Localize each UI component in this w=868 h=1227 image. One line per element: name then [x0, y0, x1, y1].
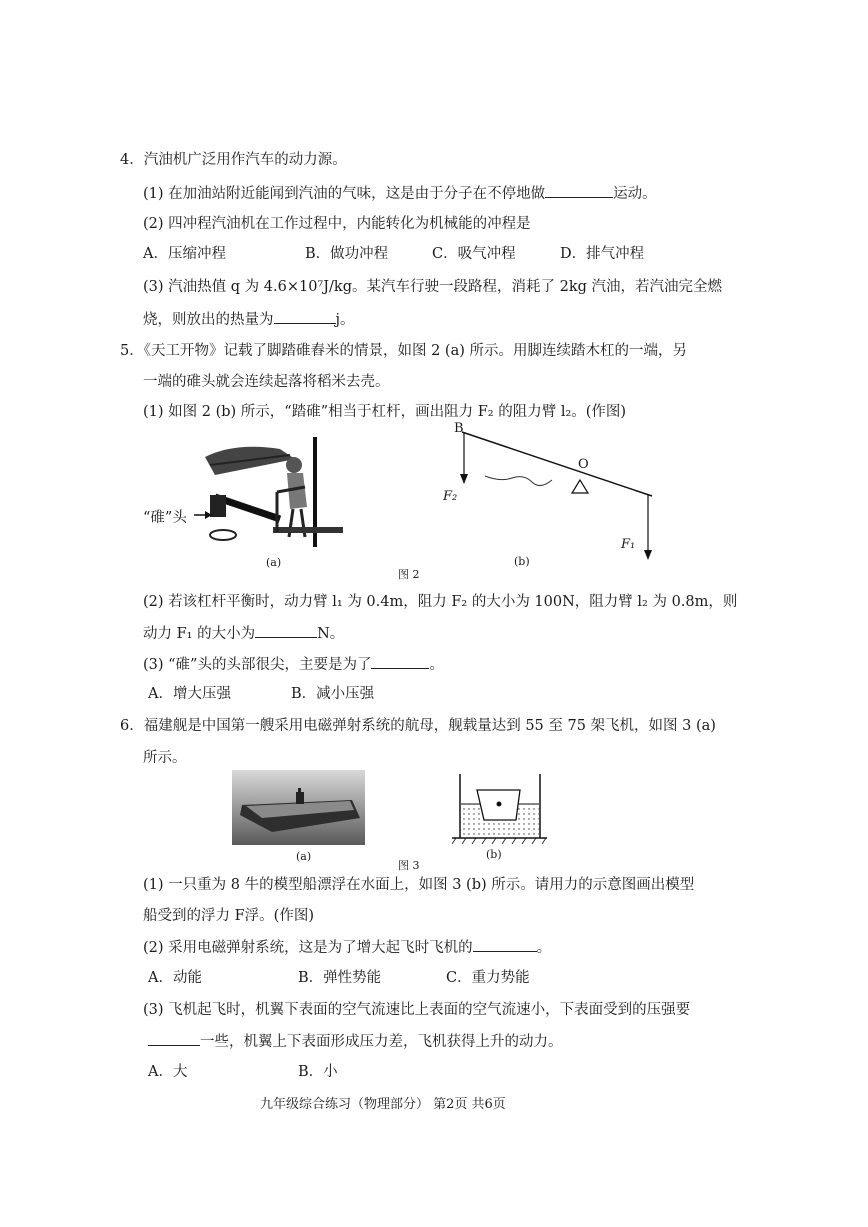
- fig2b-caption: (b): [514, 555, 530, 568]
- fig2-title: 图 2: [398, 568, 420, 581]
- fig3a-caption: (a): [296, 850, 312, 863]
- q6-title-line2: 所示。: [143, 750, 187, 766]
- q6-part3-option-a[interactable]: A．大: [148, 1064, 188, 1080]
- q6-part1-line2: 船受到的浮力 F浮。(作图): [143, 908, 314, 924]
- q5-part3-text: (3) “碓”头的头部很尖，主要是为了: [143, 657, 372, 673]
- force-f2-label: F₂: [443, 489, 458, 504]
- q6-part2-text: (2) 采用电磁弹射系统，这是为了增大起飞时飞机的: [143, 940, 473, 956]
- q5-option-a[interactable]: A．增大压强: [148, 686, 231, 702]
- q5-part2-line1: (2) 若该杠杆平衡时，动力臂 l₁ 为 0.4m，阻力 F₂ 的大小为 100N，阻力臂 l₂ 为 0.8m，则: [143, 594, 738, 610]
- q4-part3-line1: (3) 汽油热值 q 为 4.6×10⁷J/kg。某汽车行驶一段路程，消耗了 2kg 汽油，若汽油完全燃: [143, 279, 723, 295]
- q6-part2-option-c[interactable]: C．重力势能: [446, 970, 530, 986]
- q4-option-c[interactable]: C．吸气冲程: [432, 246, 516, 262]
- fig3-title: 图 3: [398, 859, 420, 872]
- q6-part2-option-a[interactable]: A．动能: [148, 970, 202, 986]
- q6-part3-line1: (3) 飞机起飞时，机翼下表面的空气流速比上表面的空气流速小，下表面受到的压强要: [143, 1002, 691, 1018]
- q4-part1-text: (1) 在加油站附近能闻到汽油的气味，这是由于分子在不停地做: [143, 186, 546, 202]
- q4-part1: [143, 183, 657, 204]
- q5-option-b[interactable]: B．减小压强: [291, 686, 375, 702]
- answer-blank[interactable]: [255, 623, 317, 638]
- pestle-head-label: “碓”头: [143, 510, 187, 526]
- q4-part3-text: 烧，则放出的热量为: [143, 312, 274, 328]
- answer-blank[interactable]: [545, 183, 613, 198]
- q6-part3-option-b[interactable]: B．小: [298, 1064, 338, 1080]
- q4-option-b[interactable]: B．做功冲程: [305, 246, 389, 262]
- answer-blank[interactable]: [148, 1031, 200, 1046]
- q4-part2: (2) 四冲程汽油机在工作过程中，内能转化为机械能的冲程是: [143, 216, 531, 232]
- foot-pestle-illustration: [195, 437, 355, 557]
- page-footer: 九年级综合练习（物理部分） 第2页 共6页: [260, 1097, 506, 1112]
- q5-part2-line2: [143, 623, 344, 644]
- q5-title-line2: 一端的碓头就会连续起落将稻米去壳。: [143, 374, 390, 390]
- pointer-arrow: [192, 509, 214, 521]
- q5-part2-text: 动力 F₁ 的大小为: [143, 626, 256, 642]
- fig2a-caption: (a): [266, 556, 282, 569]
- q6-part2-tail: 。: [536, 940, 552, 956]
- q5-part3: [143, 654, 444, 675]
- q5-part3-tail: 。: [429, 657, 444, 673]
- q4-part3-line2: [143, 309, 355, 330]
- q6-part3-line2: [148, 1031, 563, 1052]
- q5-part1: (1) 如图 2 (b) 所示，“踏碓”相当于杠杆，画出阻力 F₂ 的阻力臂 l₂。(作图): [143, 404, 627, 420]
- q6-part3-text: 一些，机翼上下表面形成压力差，飞机获得上升的动力。: [200, 1034, 563, 1050]
- q6-title-line1: 6．福建舰是中国第一艘采用电磁弹射系统的航母，舰载量达到 55 至 75 架飞机，如图 3 (a): [120, 718, 716, 734]
- force-f1-label: F₁: [621, 537, 636, 552]
- q6-part1-line1: (1) 一只重为 8 牛的模型船漂浮在水面上，如图 3 (b) 所示。请用力的示意图画出模型: [143, 877, 695, 893]
- q5-part2-tail: N。: [317, 626, 345, 642]
- answer-blank[interactable]: [274, 309, 336, 324]
- q4-option-a[interactable]: A．压缩冲程: [143, 246, 226, 262]
- q4-option-d[interactable]: D．排气冲程: [560, 246, 645, 262]
- q6-part2-option-b[interactable]: B．弹性势能: [298, 970, 382, 986]
- aircraft-carrier-photo: [232, 770, 365, 845]
- fig3b-caption: (b): [486, 848, 502, 861]
- model-boat-diagram: [452, 772, 547, 850]
- lever-diagram: [440, 420, 670, 570]
- q6-part2: [143, 937, 551, 958]
- q4-title: 4．汽油机广泛用作汽车的动力源。: [120, 152, 347, 168]
- q4-part1-tail: 运动。: [613, 186, 657, 202]
- pivot-o-label: O: [578, 457, 589, 472]
- q5-title-line1: 5．《天工开物》记载了脚踏碓舂米的情景，如图 2 (a) 所示。用脚连续踏木杠的一端，另: [120, 343, 687, 359]
- answer-blank[interactable]: [473, 937, 537, 952]
- q4-part3-tail: j。: [335, 312, 355, 328]
- point-b-label: B: [454, 421, 464, 436]
- answer-blank[interactable]: [371, 654, 429, 669]
